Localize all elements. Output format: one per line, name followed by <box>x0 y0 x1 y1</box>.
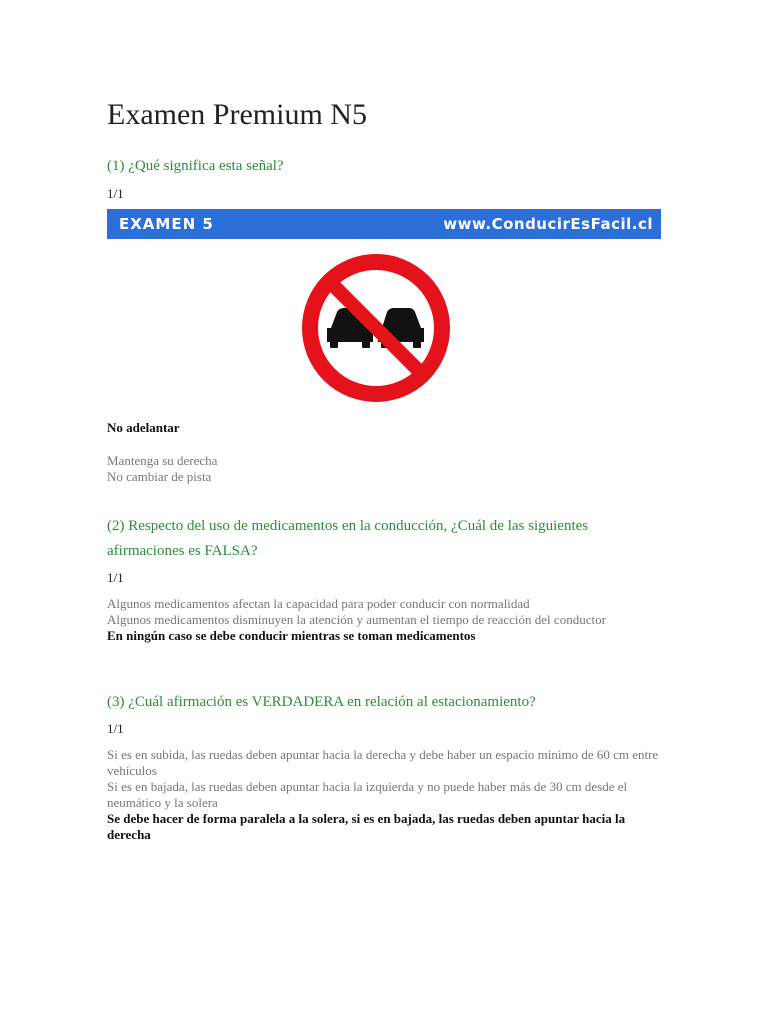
no-overtaking-sign-icon <box>301 250 451 410</box>
banner-website: www.ConducirEsFacil.cl <box>443 215 653 233</box>
question-3-text: (3) ¿Cuál afirmación es VERDADERA en relación al estacionamiento? <box>107 694 536 710</box>
answer-option-selected: En ningún caso se debe conducir mientras se toman medicamentos <box>107 628 476 643</box>
question-2-text: (2) Respecto del uso de medicamentos en la conducción, ¿Cuál de las siguientes afirmaciones es FALSA? <box>107 518 589 559</box>
answer-option: Si es en bajada, las ruedas deben apuntar hacia la izquierda y no puede haber más de 30 cm desde el neumático y la solera <box>107 779 628 810</box>
question-2-score: 1/1 <box>107 570 124 585</box>
question-2-answers <box>107 596 662 644</box>
answer-option-selected: No adelantar <box>107 420 180 435</box>
answer-option-selected: Se debe hacer de forma paralela a la solera, si es en bajada, las ruedas deben apuntar hacia la derecha <box>107 811 626 842</box>
answer-option: Algunos medicamentos disminuyen la atención y aumentan el tiempo de reacción del conductor <box>107 612 606 627</box>
question-3-score: 1/1 <box>107 721 124 736</box>
question-1-text: (1) ¿Qué significa esta señal? <box>107 158 284 174</box>
question-1-score: 1/1 <box>107 186 124 201</box>
answer-option: Si es en subida, las ruedas deben apuntar hacia la derecha y debe haber un espacio mínimo de 60 cm entre vehículos <box>107 747 659 778</box>
banner-exam-label: EXAMEN 5 <box>119 215 214 233</box>
exam-banner <box>107 209 661 239</box>
answer-option: Mantenga su derecha <box>107 453 218 468</box>
answer-option: Algunos medicamentos afectan la capacidad para poder conducir con normalidad <box>107 596 530 611</box>
question-1-answers <box>107 420 662 485</box>
page-title: Examen Premium N5 <box>107 98 367 131</box>
answer-option: No cambiar de pista <box>107 469 212 484</box>
question-3-answers <box>107 747 662 843</box>
